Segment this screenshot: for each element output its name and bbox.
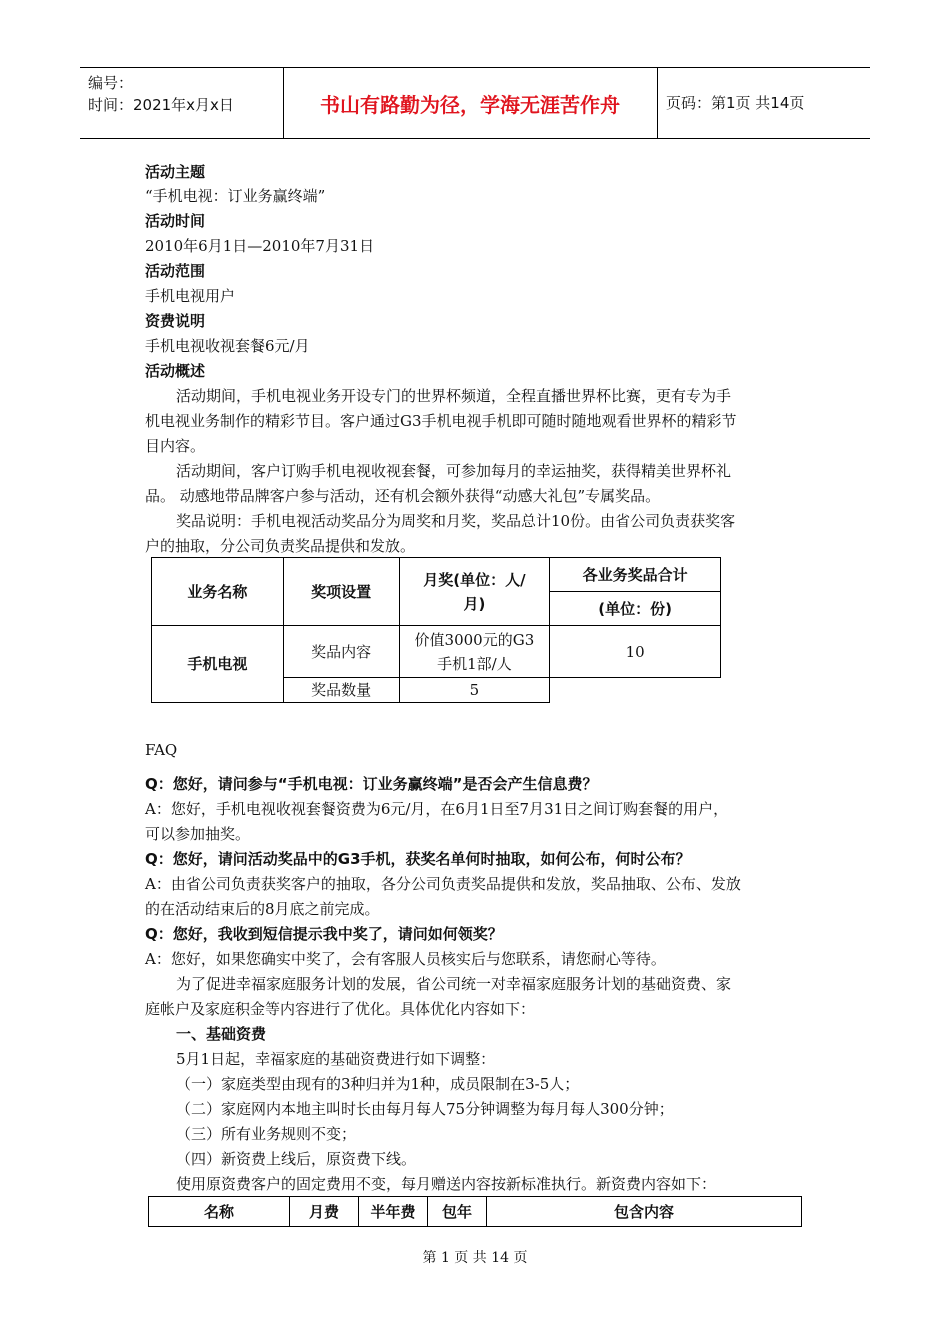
paragraph-line: 奖品说明：手机电视活动奖品分为周奖和月奖，奖品总计10份。由省公司负责获奖客: [176, 512, 736, 530]
header-monthly: 月奖(单位：人/ 月): [399, 558, 550, 626]
fee-text: 手机电视收视套餐6元/月: [145, 337, 310, 355]
paragraph-line: 目内容。: [145, 437, 206, 455]
theme-heading: 活动主题: [145, 163, 206, 181]
fee-col-halfyear: 半年费: [359, 1197, 428, 1227]
business-name: 手机电视: [152, 626, 284, 703]
paragraph-line: 户的抽取，分公司负责奖品提供和发放。: [145, 537, 416, 555]
prize-quantity-value: 5: [399, 678, 550, 703]
scope-text: 手机电视用户: [145, 287, 236, 305]
fee-table: [148, 1196, 802, 1227]
prize-content-label: 奖品内容: [283, 626, 399, 678]
faq-answer: A：由省公司负责获奖客户的抽取，各分公司负责奖品提供和发放，奖品抽取、公布、发放: [145, 875, 741, 893]
list-item: （一）家庭类型由现有的3种归并为1种，成员限制在3-5人；: [176, 1075, 580, 1093]
paragraph-line: 品。 动感地带品牌客户参与活动，还有机会额外获得“动感大礼包”专属奖品。: [145, 487, 661, 505]
header-setting: 奖项设置: [283, 558, 399, 626]
faq-question: Q：您好，请问活动奖品中的G3手机，获奖名单何时抽取，如何公布，何时公布？: [145, 850, 691, 868]
fee-col-monthly: 月费: [290, 1197, 359, 1227]
paragraph-line: 使用原资费客户的固定费用不变，每月赠送内容按新标准执行。新资费内容如下：: [176, 1175, 717, 1193]
faq-answer: 的在活动结束后的8月底之前完成。: [145, 900, 380, 918]
header-total: 各业务奖品合计: [550, 558, 721, 592]
prize-total: 10: [550, 626, 721, 678]
fee-heading: 资费说明: [145, 312, 206, 330]
time-label: 时间：2021年x月x日: [88, 96, 234, 114]
faq-answer: A：您好，如果您确实中奖了，会有客服人员核实后与您联系，请您耐心等待。: [145, 950, 666, 968]
scope-heading: 活动范围: [145, 262, 206, 280]
time-text: 2010年6月1日—2010年7月31日: [145, 237, 375, 255]
overview-heading: 活动概述: [145, 362, 206, 380]
prize-table: [151, 557, 721, 703]
prize-quantity-label: 奖品数量: [283, 678, 399, 703]
empty-cell: [550, 678, 721, 703]
section-heading: 一、基础资费: [176, 1025, 267, 1043]
header-total-unit: (单位：份): [550, 592, 721, 626]
header-business: 业务名称: [152, 558, 284, 626]
faq-question: Q：您好，请问参与“手机电视：订业务赢终端”是否会产生信息费？: [145, 775, 598, 793]
list-item: （四）新资费上线后，原资费下线。: [176, 1150, 417, 1168]
fee-col-contents: 包含内容: [487, 1197, 802, 1227]
header-meta: [88, 72, 283, 116]
paragraph-line: 5月1日起，幸福家庭的基础资费进行如下调整：: [176, 1050, 496, 1068]
document-header: [80, 67, 870, 139]
header-divider: [657, 68, 658, 138]
page-info: 页码：第1页 共14页: [666, 94, 805, 112]
prize-content-value: 价值3000元的G3 手机1部/人: [399, 626, 550, 678]
faq-question: Q：您好，我收到短信提示我中奖了，请问如何领奖？: [145, 925, 503, 943]
paragraph-line: 机电视业务制作的精彩节目。客户通过G3手机电视手机即可随时随地观看世界杯的精彩节: [145, 412, 737, 430]
faq-title: FAQ: [145, 741, 178, 759]
list-item: （二）家庭网内本地主叫时长由每月每人75分钟调整为每月每人300分钟；: [176, 1100, 674, 1118]
paragraph-line: 活动期间，客户订购手机电视收视套餐，可参加每月的幸运抽奖，获得精美世界杯礼: [176, 462, 732, 480]
paragraph-line: 庭帐户及家庭积金等内容进行了优化。具体优化内容如下：: [145, 1000, 536, 1018]
fee-col-yearly: 包年: [428, 1197, 487, 1227]
slogan: 书山有路勤为径，学海无涯苦作舟: [320, 92, 620, 117]
faq-answer: 可以参加抽奖。: [145, 825, 251, 843]
theme-text: “手机电视：订业务赢终端”: [145, 187, 326, 205]
page-footer: 第 1 页 共 14 页: [422, 1250, 528, 1266]
paragraph-line: 为了促进幸福家庭服务计划的发展，省公司统一对幸福家庭服务计划的基础资费、家: [176, 975, 732, 993]
time-heading: 活动时间: [145, 212, 206, 230]
code-label: 编号：: [88, 74, 134, 92]
fee-col-name: 名称: [149, 1197, 290, 1227]
paragraph-line: 活动期间，手机电视业务开设专门的世界杯频道，全程直播世界杯比赛，更有专为手: [176, 387, 732, 405]
faq-answer: A：您好，手机电视收视套餐资费为6元/月，在6月1日至7月31日之间订购套餐的用户，: [145, 800, 729, 818]
list-item: （三）所有业务规则不变；: [176, 1125, 357, 1143]
